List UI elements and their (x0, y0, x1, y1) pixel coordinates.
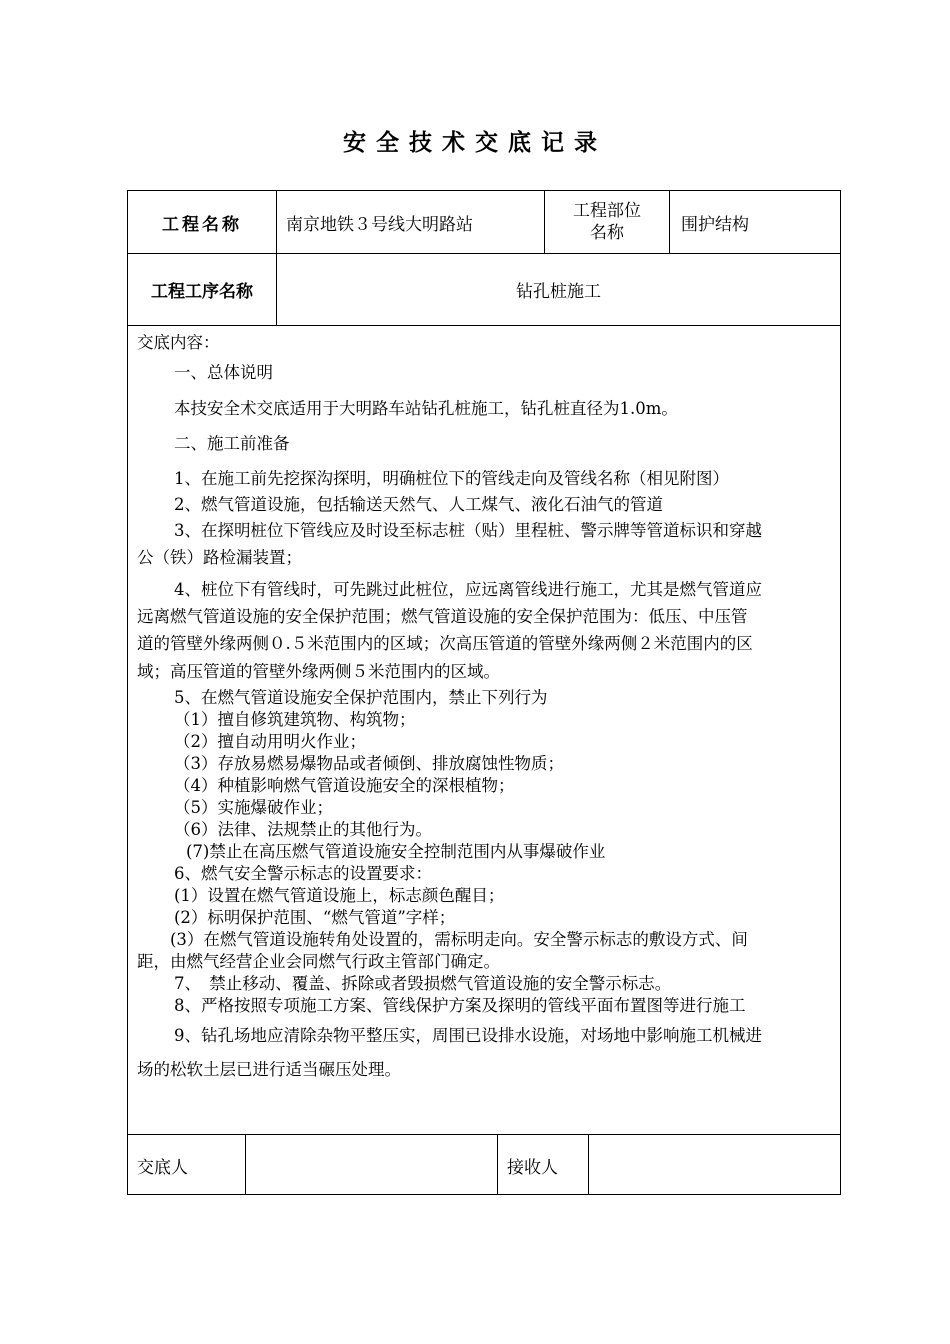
document-title: 安全技术交底记录 (343, 130, 607, 156)
project-part-label (545, 191, 669, 253)
project-name-label: 工程名称 (162, 214, 242, 235)
project-part-label-line1: 工程部位 (573, 201, 641, 221)
receiver-label: 接收人 (507, 1157, 558, 1178)
content-line: （6）法律、法规禁止的其他行为。 (174, 820, 432, 839)
content-line: （5）实施爆破作业； (174, 798, 333, 817)
content-line: 9、钻孔场地应清除杂物平整压实，周围已设排水设施，对场地中影响施工机械进 (174, 1026, 762, 1045)
content-line: 4、桩位下有管线时，可先跳过此桩位，应远离管线进行施工，尤其是燃气管道应 (174, 580, 762, 599)
content-line: 5、在燃气管道设施安全保护范围内，禁止下列行为 (174, 688, 548, 707)
content-line: 距，由燃气经营企业会同燃气行政主管部门确定。 (137, 952, 500, 971)
content-line: （2）擅自动用明火作业； (174, 732, 366, 751)
content-line: 场的松软土层已进行适当碾压处理。 (137, 1060, 401, 1079)
content-line: 二、施工前准备 (174, 434, 290, 453)
content-heading: 交底内容： (137, 333, 220, 352)
receiver-value (589, 1135, 839, 1195)
content-line: 域；高压管道的管壁外缘两侧５米范围内的区域。 (137, 662, 500, 681)
content-line: (1）设置在燃气管道设施上，标志颜色醒目； (174, 886, 505, 905)
content-line: 一、总体说明 (174, 363, 273, 382)
table-rule (127, 325, 841, 326)
content-line: 远离燃气管道设施的安全保护范围；燃气管道设施的安全保护范围为：低压、中压管 (137, 607, 748, 626)
content-line: 公（铁）路检漏装置； (137, 548, 302, 567)
project-part-label-line2: 名称 (590, 223, 624, 243)
content-line: 2、燃气管道设施，包括输送天然气、人工煤气、液化石油气的管道 (174, 495, 663, 514)
process-value: 钻孔桩施工 (516, 282, 601, 302)
table-rule (669, 190, 670, 254)
project-part-value: 围护结构 (681, 214, 749, 235)
content-line: （1）擅自修筑建筑物、构筑物； (174, 710, 416, 729)
content-line: (7)禁止在高压燃气管道设施安全控制范围内从事爆破作业 (186, 842, 606, 861)
table-rule (497, 1134, 498, 1195)
content-line: 本技安全术交底适用于大明路车站钻孔桩施工，钻孔桩直径为1.0m。 (174, 399, 678, 418)
content-line: （4）种植影响燃气管道设施安全的深根植物； (174, 776, 515, 795)
content-line: 道的管壁外缘两侧０.５米范围内的区域；次高压管道的管壁外缘两侧２米范围内的区 (137, 634, 753, 653)
content-line: 6、燃气安全警示标志的设置要求： (174, 864, 432, 883)
content-line: （3）存放易燃易爆物品或者倾倒、排放腐蚀性物质； (174, 754, 564, 773)
content-line: (3）在燃气管道设施转角处设置的，需标明走向。安全警示标志的敷设方式、间 (170, 930, 748, 949)
content-line: 1、在施工前先挖探沟探明，明确桩位下的管线走向及管线名称（相见附图） (174, 469, 729, 488)
discloser-label: 交底人 (137, 1157, 188, 1178)
content-line: 8、严格按照专项施工方案、管线保护方案及探明的管线平面布置图等进行施工 (174, 996, 746, 1015)
process-label: 工程工序名称 (151, 282, 253, 302)
project-name-value: 南京地铁３号线大明路站 (286, 214, 473, 235)
content-line: 3、在探明桩位下管线应及时设至标志桩（贴）里程桩、警示牌等管道标识和穿越 (174, 521, 762, 540)
content-line: (2）标明保护范围、“燃气管道”字样； (174, 908, 456, 927)
discloser-value (246, 1135, 497, 1195)
content-line: 7、 禁止移动、覆盖、拆除或者毁损燃气管道设施的安全警示标志。 (174, 974, 672, 993)
